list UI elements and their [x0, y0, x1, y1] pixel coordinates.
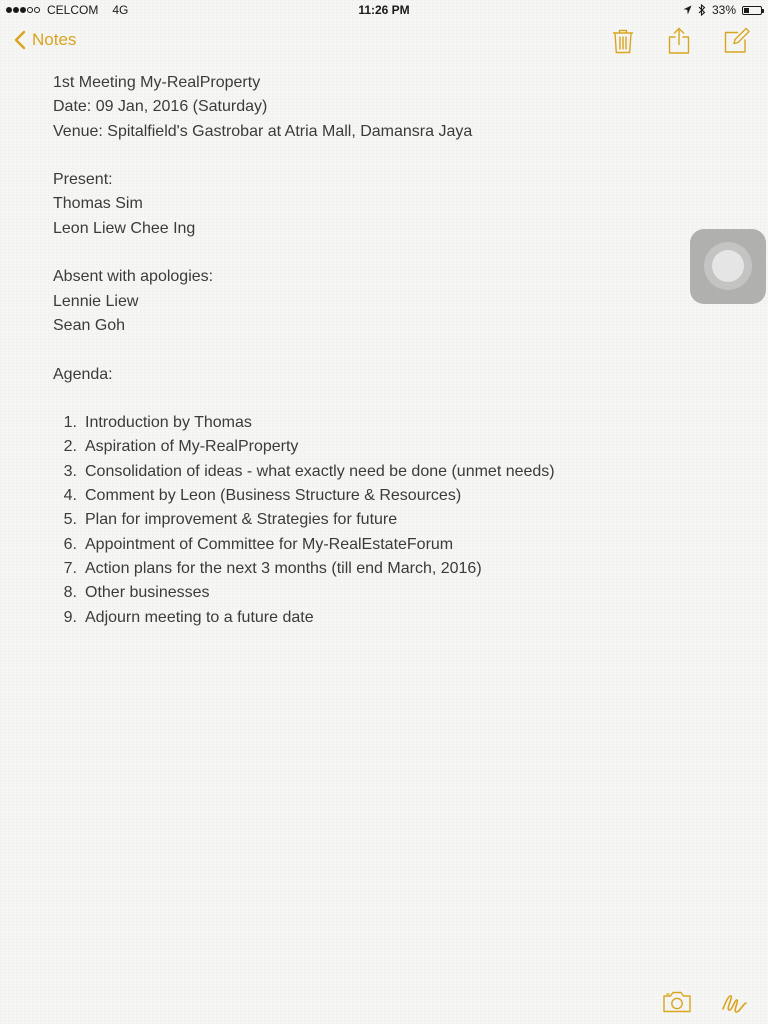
back-label: Notes: [32, 30, 77, 49]
agenda-list: [53, 411, 733, 630]
assistive-touch-icon: [712, 250, 744, 282]
bluetooth-icon: [698, 4, 706, 16]
present-attendee: Leon Liew Chee Ing: [53, 219, 196, 237]
present-heading: Present:: [53, 171, 113, 189]
agenda-number: 4.: [63, 487, 77, 505]
present-attendee: Thomas Sim: [53, 195, 143, 213]
carrier-name: CELCOM: [47, 3, 99, 17]
agenda-number: 3.: [63, 462, 77, 480]
location-arrow-icon: [683, 5, 692, 15]
note-body[interactable]: [53, 71, 733, 630]
agenda-item: [53, 460, 733, 484]
agenda-number: 9.: [63, 608, 77, 626]
agenda-item: [53, 411, 733, 435]
agenda-number: 5.: [63, 511, 77, 529]
agenda-text: Adjourn meeting to a future date: [85, 608, 314, 626]
agenda-text: Other businesses: [85, 584, 210, 602]
agenda-text: Introduction by Thomas: [85, 414, 252, 432]
agenda-number: 1.: [63, 414, 77, 432]
chevron-left-icon: [14, 30, 26, 50]
absent-heading: Absent with apologies:: [53, 268, 214, 286]
status-bar: [0, 0, 768, 20]
note-venue: Venue: Spitalfield's Gastrobar at Atria Mall, Damansra Jaya: [53, 122, 473, 140]
agenda-text: Aspiration of My-RealProperty: [85, 438, 299, 456]
agenda-number: 7.: [63, 559, 77, 577]
agenda-text: Action plans for the next 3 months (till end March, 2016): [85, 559, 482, 577]
agenda-text: Comment by Leon (Business Structure & Resources): [85, 487, 462, 505]
agenda-number: 2.: [63, 438, 77, 456]
agenda-number: 8.: [63, 584, 77, 602]
note-date: Date: 09 Jan, 2016 (Saturday): [53, 98, 268, 116]
absent-attendee: Lennie Liew: [53, 292, 139, 310]
status-time: 11:26 PM: [358, 3, 410, 17]
battery-icon: [742, 6, 762, 15]
blank-line: [53, 144, 733, 168]
share-icon[interactable]: [665, 27, 693, 55]
agenda-item: [53, 435, 733, 459]
back-to-notes-button[interactable]: [14, 30, 76, 50]
absent-attendee: Sean Goh: [53, 316, 126, 334]
agenda-text: Appointment of Committee for My-RealEstateForum: [85, 535, 454, 553]
blank-line: [53, 387, 733, 411]
camera-icon[interactable]: [662, 987, 692, 1017]
compose-icon[interactable]: [722, 27, 750, 55]
agenda-item: [53, 606, 733, 630]
sketch-icon[interactable]: [720, 987, 750, 1017]
blank-line: [53, 338, 733, 362]
agenda-text: Plan for improvement & Strategies for future: [85, 511, 398, 529]
blank-line: [53, 241, 733, 265]
assistive-touch-button[interactable]: [690, 229, 766, 304]
agenda-heading: Agenda:: [53, 365, 113, 383]
battery-level: [744, 8, 749, 13]
status-right: [683, 3, 762, 17]
trash-icon[interactable]: [609, 27, 637, 55]
agenda-item: [53, 533, 733, 557]
agenda-number: 6.: [63, 535, 77, 553]
agenda-item: [53, 484, 733, 508]
agenda-item: [53, 508, 733, 532]
note-title: 1st Meeting My-RealProperty: [53, 74, 261, 91]
agenda-text: Consolidation of ideas - what exactly need be done (unmet needs): [85, 462, 555, 480]
network-type: 4G: [112, 3, 129, 17]
agenda-item: [53, 581, 733, 605]
agenda-item: [53, 557, 733, 581]
battery-percent: 33%: [711, 3, 736, 17]
